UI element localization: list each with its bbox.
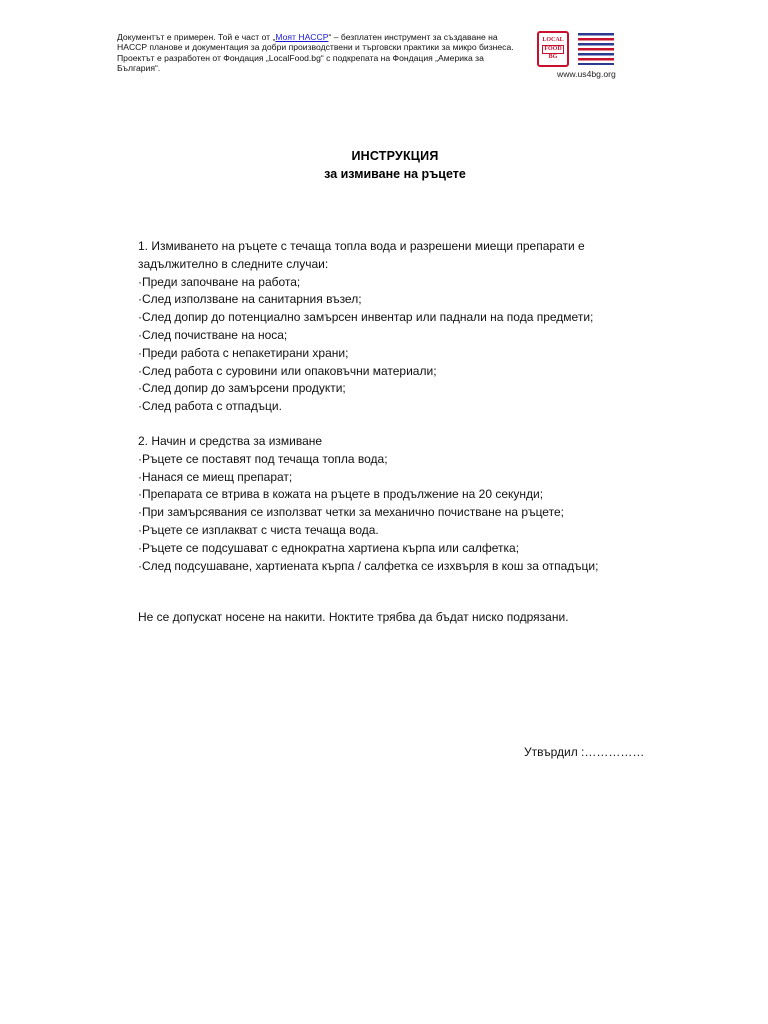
logo-word-3: BG bbox=[548, 54, 558, 60]
section1-intro-line-1: 1. Измиването на ръцете с течаща топла вода и разрешени миещи препарати е bbox=[138, 239, 585, 253]
us4bg-website-link[interactable]: www.us4bg.org bbox=[557, 69, 616, 79]
list-item: ·При замърсявания се използват четки за механично почистване на ръцете; bbox=[138, 505, 564, 520]
logo-word-1: LOCAL bbox=[542, 37, 564, 43]
logo-word-2: FOOD bbox=[544, 46, 562, 52]
approved-by-signature: Утвърдил :…………… bbox=[524, 745, 645, 759]
section1-intro-line-2: задължително в следните случаи: bbox=[138, 256, 329, 271]
list-item: ·Преди работа с непакетирани храни; bbox=[138, 345, 349, 360]
list-item: ·Ръцете се изплакват с чиста течаща вода. bbox=[138, 522, 379, 537]
list-item: ·Нанася се миещ препарат; bbox=[138, 469, 293, 484]
list-item: ·След работа с суровини или опаковъчни материали; bbox=[138, 363, 437, 378]
list-item: ·Преди започване на работа; bbox=[138, 274, 301, 289]
section-how-to-wash bbox=[138, 433, 658, 575]
list-item: ·Ръцете се поставят под течаща топла вода; bbox=[138, 451, 388, 466]
disclaimer-text-end: “ – безплатен инструмент за създаване на HACCP планове и документация за добри производствени и търговски практики за микро бизнеса. Проектът е разработен от Фондация „LocalFood.bg“ с подкрепата на Фондация „Америка за България“. bbox=[117, 32, 514, 74]
list-item: ·След допир до потенциално замърсен инвентар или паднали на пода предмети; bbox=[138, 310, 594, 325]
document-title: ИНСТРУКЦИЯ bbox=[351, 149, 439, 163]
header-disclaimer bbox=[117, 32, 517, 74]
list-item: ·Препарата се втрива в кожата на ръцете в продължение на 20 секунди; bbox=[138, 487, 544, 502]
list-item: ·След почистване на носа; bbox=[138, 327, 288, 342]
disclaimer-text-start: Документът е примерен. Той е част от „ bbox=[117, 32, 276, 42]
jewelry-nails-note: Не се допускат носене на накити. Ноктите трябва да бъдат ниско подрязани. bbox=[138, 610, 569, 624]
section2-heading: 2. Начин и средства за измиване bbox=[138, 434, 323, 448]
localfood-logo bbox=[537, 31, 569, 67]
list-item: ·Ръцете се подсушават с еднократна хартиена кърпа или салфетка; bbox=[138, 540, 520, 555]
america-for-bulgaria-logo bbox=[578, 32, 614, 66]
document-subtitle: за измиване на ръцете bbox=[324, 167, 466, 181]
list-item: ·След работа с отпадъци. bbox=[138, 399, 282, 414]
list-item: ·След подсушаване, хартиената кърпа / салфетка се изхвърля в кош за отпадъци; bbox=[138, 558, 599, 573]
section-when-to-wash bbox=[138, 238, 658, 416]
list-item: ·След допир до замърсени продукти; bbox=[138, 381, 346, 396]
my-haccp-link[interactable]: Моят HACCP bbox=[275, 32, 329, 42]
list-item: ·След използване на санитарния възел; bbox=[138, 292, 362, 307]
